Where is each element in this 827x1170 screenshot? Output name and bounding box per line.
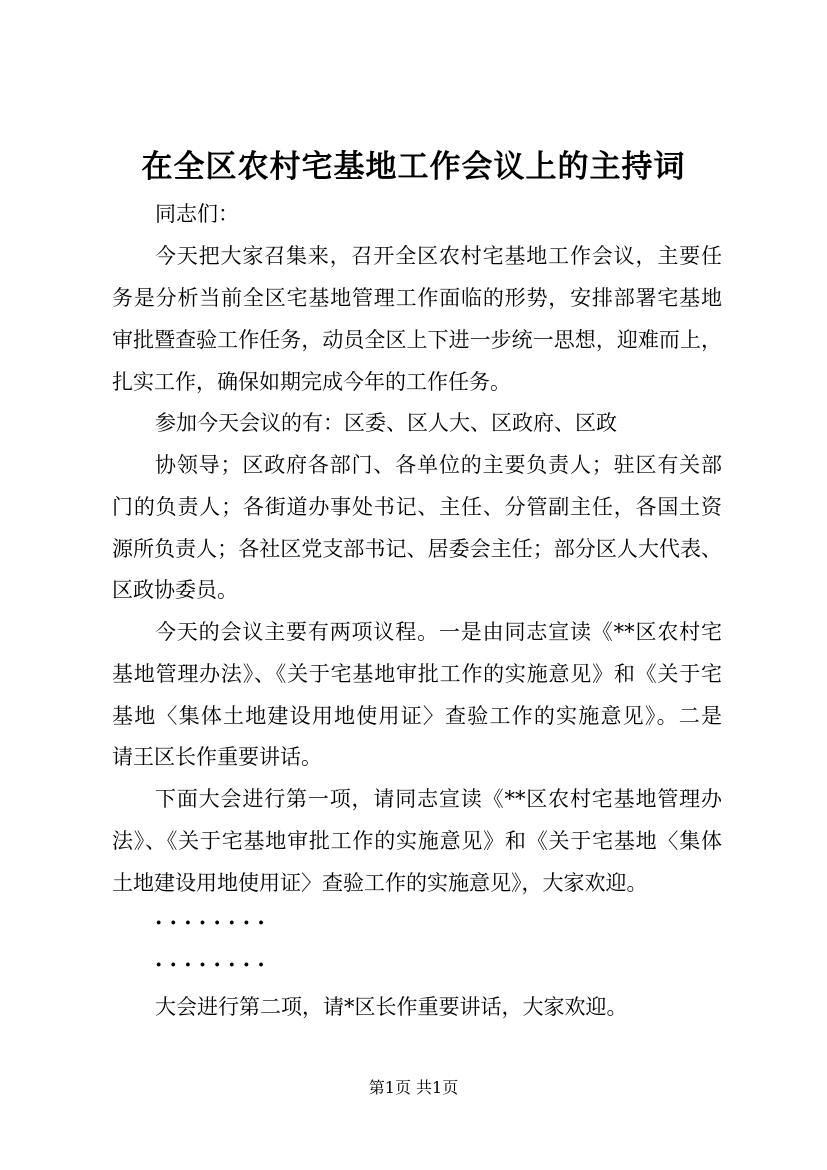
paragraph-line: 源所负责人；各社区党支部书记、居委会主任；部分区人大代表、 [112, 537, 722, 561]
paragraph-line: 门的负责人；各街道办事处书记、主任、分管副主任，各国土资 [112, 495, 722, 519]
salutation: 同志们： [155, 202, 239, 226]
ellipsis-line: · · · · · · · · [155, 952, 265, 977]
paragraph-line: 法》、《关于宅基地审批工作的实施意见》和《关于宅基地〈集体 [112, 829, 722, 853]
paragraph-line: 参加今天会议的有：区委、区人大、区政府、区政 [155, 411, 617, 435]
paragraph-line: 审批暨查验工作任务，动员全区上下进一步统一思想，迎难而上， [112, 328, 722, 352]
paragraph-line: 今天的会议主要有两项议程。一是由同志宣读《**区农村宅 [155, 620, 722, 644]
page-number-footer: 第1页 共1页 [368, 1078, 459, 1097]
paragraph-line: 今天把大家召集来，召开全区农村宅基地工作会议，主要任 [155, 244, 722, 268]
paragraph-line: 协领导；区政府各部门、各单位的主要负责人；驻区有关部 [155, 453, 722, 477]
document-title: 在全区农村宅基地工作会议上的主持词 [141, 149, 686, 185]
ellipsis-line: · · · · · · · · [155, 910, 265, 935]
paragraph-line: 区政协委员。 [112, 578, 238, 602]
paragraph-line: 务是分析当前全区宅基地管理工作面临的形势，安排部署宅基地 [112, 286, 722, 310]
paragraph-line: 大会进行第二项，请*区长作重要讲话，大家欢迎。 [155, 995, 628, 1019]
paragraph-line: 请王区长作重要讲话。 [112, 745, 322, 769]
paragraph-line: 扎实工作，确保如期完成今年的工作任务。 [112, 370, 511, 394]
paragraph-line: 下面大会进行第一项，请同志宣读《**区农村宅基地管理办 [155, 787, 722, 811]
paragraph-line: 基地管理办法》、《关于宅基地审批工作的实施意见》和《关于宅 [112, 662, 722, 686]
paragraph-line: 土地建设用地使用证〉查验工作的实施意见》，大家欢迎。 [112, 871, 648, 895]
paragraph-line: 基地〈集体土地建设用地使用证〉查验工作的实施意见》。二是 [112, 704, 722, 728]
